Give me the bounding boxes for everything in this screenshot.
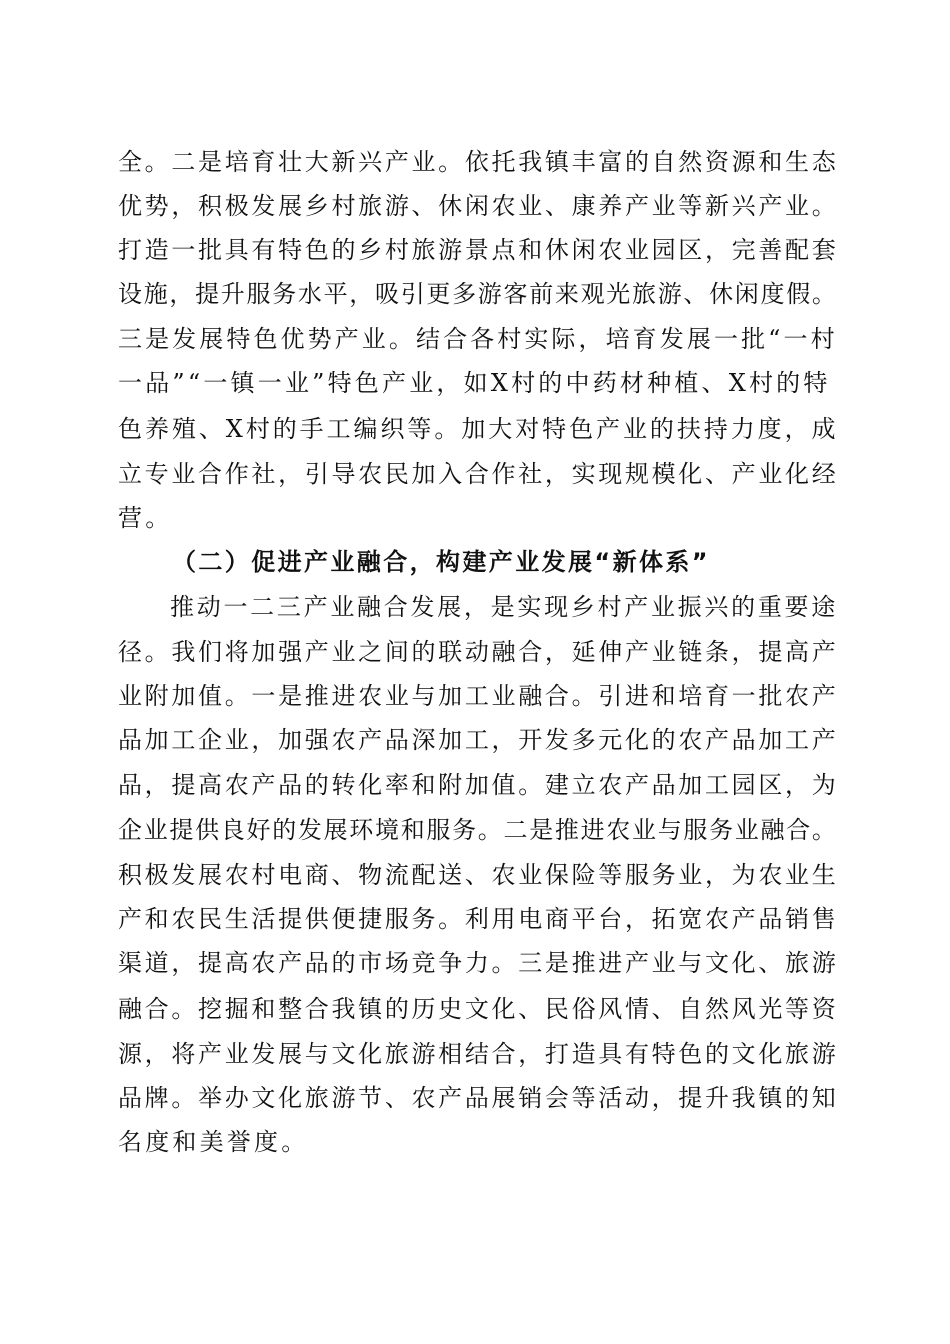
text-line: 三是发展特色优势产业。结合各村实际，培育发展一批“一村: [118, 325, 838, 353]
text-line: 推动一二三产业融合发展，是实现乡村产业振兴的重要途: [170, 593, 838, 621]
text-line: 打造一批具有特色的乡村旅游景点和休闲农业园区，完善配套: [118, 236, 839, 264]
text-line: 品加工企业，加强农产品深加工，开发多元化的农产品加工产: [118, 726, 839, 754]
text-line: 融合。挖掘和整合我镇的历史文化、民俗风情、自然风光等资: [118, 995, 839, 1023]
text-line: 优势，积极发展乡村旅游、休闲农业、康养产业等新兴产业。: [118, 192, 839, 220]
section-heading: （二）促进产业融合，构建产业发展“新体系”: [172, 548, 710, 576]
text-line: 产和农民生活提供便捷服务。利用电商平台，拓宽农产品销售: [118, 905, 839, 933]
text-line: 一品”“一镇一业”特色产业，如X村的中药材种植、X村的特: [118, 369, 831, 397]
text-line: 渠道，提高农产品的市场竞争力。三是推进产业与文化、旅游: [118, 949, 839, 977]
text-line: 品，提高农产品的转化率和附加值。建立农产品加工园区，为: [118, 771, 839, 799]
text-line: 名度和美誉度。: [118, 1128, 309, 1156]
text-line: 立专业合作社，引导农民加入合作社，实现规模化、产业化经: [118, 460, 839, 488]
text-line: 品牌。举办文化旅游节、农产品展销会等活动，提升我镇的知: [118, 1084, 839, 1112]
text-line: 企业提供良好的发展环境和服务。二是推进农业与服务业融合。: [118, 816, 838, 844]
text-line: 源，将产业发展与文化旅游相结合，打造具有特色的文化旅游: [118, 1040, 839, 1068]
text-line: 积极发展农村电商、物流配送、农业保险等服务业，为农业生: [118, 861, 839, 889]
text-line: 设施，提升服务水平，吸引更多游客前来观光旅游、休闲度假。: [118, 280, 838, 308]
text-line: 业附加值。一是推进农业与加工业融合。引进和培育一批农产: [118, 682, 839, 710]
text-line: 色养殖、X村的手工编织等。加大对特色产业的扶持力度，成: [118, 415, 839, 443]
text-line: 营。: [118, 504, 173, 532]
text-line: 全。二是培育壮大新兴产业。依托我镇丰富的自然资源和生态: [118, 148, 839, 176]
text-line: 径。我们将加强产业之间的联动融合，延伸产业链条，提高产: [118, 638, 839, 666]
